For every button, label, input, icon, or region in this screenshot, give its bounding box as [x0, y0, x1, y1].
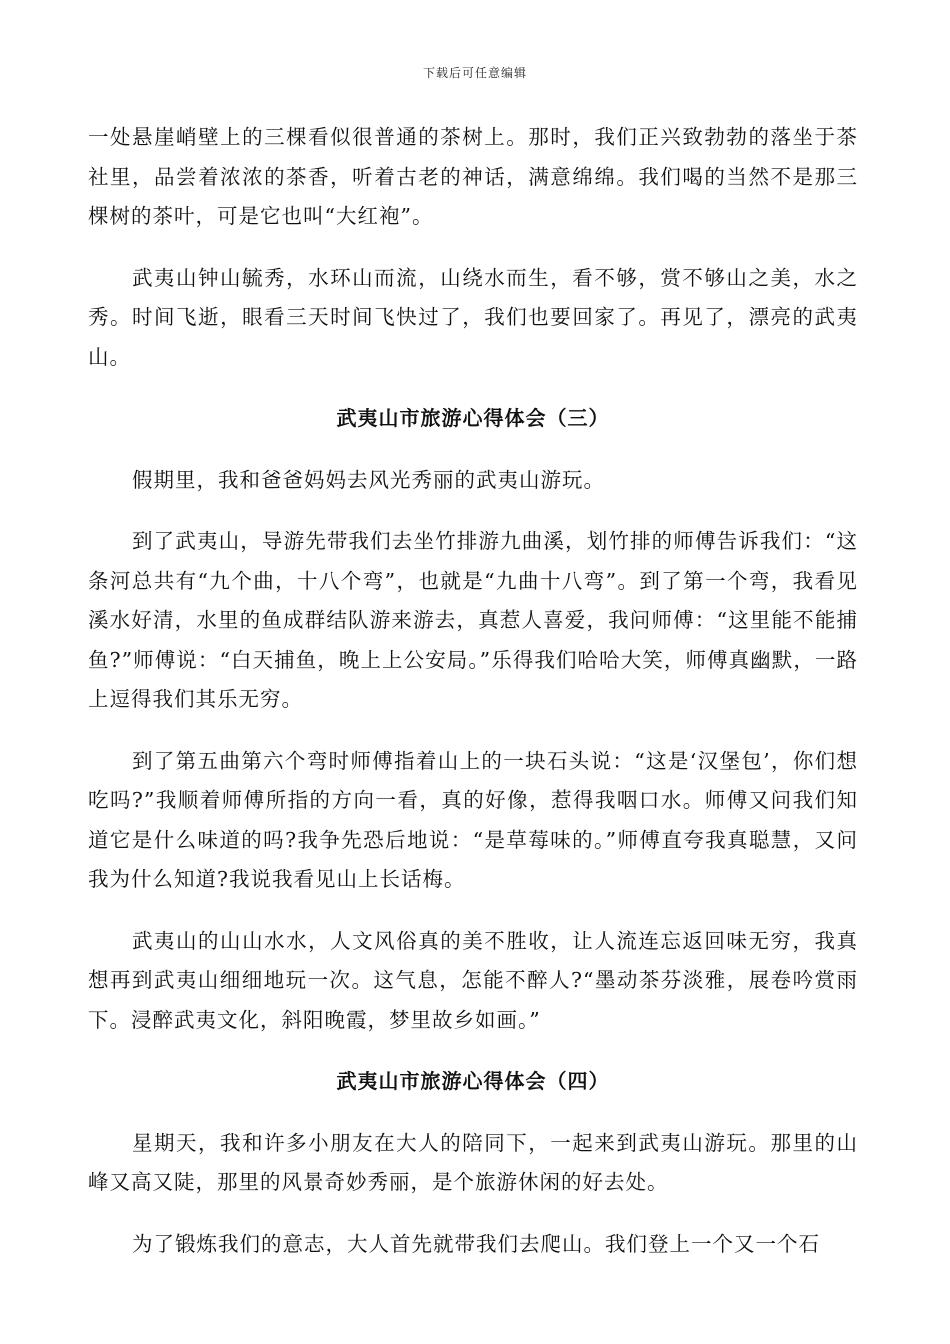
document-body: [88, 118, 858, 1286]
section-title-3: 武夷山市旅游心得体会（三）: [336, 406, 610, 430]
section-title-4: 武夷山市旅游心得体会（四）: [336, 1069, 610, 1093]
paragraph-5: 到了第五曲第六个弯时师傅指着山上的一块石头说：“这是‘汉堡包’，你们想吃吗?”我顺着师傅所指的方向一看，真的好像，惹得我咽口水。师傅又问我们知道它是什么味道的吗?我争先恐后地说：“是草莓味的。”师傅直夸我真聪慧，又问我为什么知道?我说我看见山上长话梅。: [88, 748, 858, 891]
paragraph-7: 星期天，我和许多小朋友在大人的陪同下，一起来到武夷山游玩。那里的山峰又高又陡，那里的风景奇妙秀丽，是个旅游休闲的好去处。: [88, 1130, 858, 1194]
paragraph-3: 假期里，我和爸爸妈妈去风光秀丽的武夷山游玩。: [132, 467, 605, 492]
paragraph-2: 武夷山钟山毓秀，水环山而流，山绕水而生，看不够，赏不够山之美，水之秀。时间飞逝，眼看三天时间飞快过了，我们也要回家了。再见了，漂亮的武夷山。: [88, 265, 858, 369]
paragraph-1: 一处悬崖峭壁上的三棵看似很普通的茶树上。那时，我们正兴致勃勃的落坐于茶社里，品尝着浓浓的茶香，听着古老的神话，满意绵绵。我们喝的当然不是那三棵树的茶叶，可是它也叫“大红袍”。: [88, 125, 858, 228]
page-header: 下载后可任意编辑: [422, 66, 527, 80]
paragraph-4: 到了武夷山，导游先带我们去坐竹排游九曲溪，划竹排的师傅告诉我们：“这条河总共有“九个曲，十八个弯”，也就是“九曲十八弯”。到了第一个弯，我看见溪水好清，水里的鱼成群结队游来游去，真惹人喜爱，我问师傅：“这里能不能捕鱼?”师傅说：“白天捕鱼，晚上上公安局。”乐得我们哈哈大笑，师傅真幽默，一路上逗得我们其乐无穷。: [88, 529, 858, 711]
paragraph-6: 武夷山的山山水水，人文风俗真的美不胜收，让人流连忘返回味无穷，我真想再到武夷山细细地玩一次。这气息，怎能不醉人?“墨动茶芬淡雅，展卷吟赏雨下。浸醉武夷文化，斜阳晚霞，梦里故乡如画。”: [88, 928, 858, 1032]
paragraph-8: 为了锻炼我们的意志，大人首先就带我们去爬山。我们登上一个又一个石: [132, 1231, 820, 1256]
